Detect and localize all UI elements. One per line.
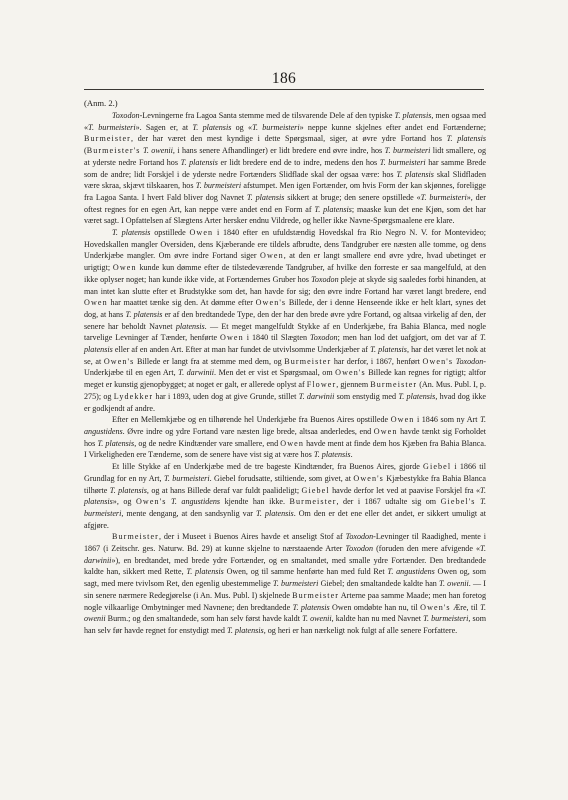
- note-label: (Anm. 2.): [84, 98, 118, 108]
- paragraph: Efter en Mellemkjæbe og en tilhørende hel Underkjæbe fra Buenos Aires opstillede Owen i 1846 som ny Art T. angustidens. Øvre indre og ydre Fortand vare næsten lige brede, altsaa anderledes, end Owen havde tænkt sig Forholdet hos T. platensis, og de nedre Kindtænder vare smallere, end Owen havde ment at finde dem hos Kjæben fra Bahia Blanca. I Virkeligheden ere Tænderne, som de senere have vist sig at være hos T. platensis.: [84, 415, 487, 460]
- paragraph: T. platensis opstillede Owen i 1840 efter en ufuldstændig Hovedskal fra Rio Negro N. V. for Montevideo; Hovedskallen mangler Oversiden, dens Kjæberande ere tildels afbrudte, dens Tandgruber ere næsten alle tomme, og dens Underkjæbe mangler. Om øvre indre Fortand siger Owen, at den er langt smallere end øvre ydre, hvad ubetinget er urigtigt; Owen kunde kun dømme efter de tilstedeværende Tandgruber, af hvilke den forreste er saa mangelfuld, at den ikke oplyser noget; han kunde ikke vide, at Fortændernes Gruber hos Toxodon pleje at skyde sig saaledes forbi hinanden, at man intet kan slutte efter et Brudstykke som det, han havde for sig; den øvre indre Fortand har været langt bredere, end Owen har maattet tænke sig den. At dømme efter Owen's Billede, der i denne Henseende ikke er helt klart, synes det dog, at hans T. platensis er af den bredtandede Type, den der har den brede øvre ydre Fortand, og altsaa virkelig af den, der senere har beholdt Navnet platensis. — Et meget mangelfuldt Stykke af en Underkjæbe, fra Bahia Blanca, med nogle tarvelige Levninger af Tænder, henførte Owen i 1840 til Slægten Toxodon; men han lod det uafgjort, om det var af T. platensis eller af en anden Art. Efter at man har fundet de utvivlsomme Underkjæber af T. platensis, har det været let nok at se, at Owen's Billede er langt fra at stemme med dem, og Burmeister har derfor, i 1867, henført Owen's Toxodon-Underkjæbe til en egen Art, T. darwinii. Men det er vist et Spørgsmaal, om Owen's Billede kan regnes for rigtigt; altfor meget er kunstig gjenopbygget; at noget er galt, er allerede oplyst af Flower, gjennem Burmeister (An. Mus. Publ. I, p. 275); og Lydekker har i 1893, uden dog at give Grunde, stillet T. darwinii som enstydig med T. platensis, hvad dog ikke er godkjendt af andre.: [84, 228, 487, 413]
- header-rule: [84, 89, 484, 90]
- paragraph: Burmeister, der i Museet i Buenos Aires havde et anseligt Stof af Toxodon-Levninger til Raadighed, mente i 1867 (i Zeitschr. ges. Naturw. Bd. 29) at kunne skjelne to nærstaaende Arter Toxodon (foruden den mere afvigende «T. darwinii»), en bredtandet, med brede ydre Fortænder, og en smaltandet, med smalle ydre Fortænder. Den bredtandede kaldte han, sikkert med Rette, T. platensis Owen, og til samme henførte han med fuld Ret T. angustidens Owen og, som sagt, med mere tvivlsom Ret, den egenlig ubestemmelige T. burmeisteri Giebel; den smaltandede kaldte han T. owenii. — I sin senere nærmere Redegjørelse (i An. Mus. Publ. I) skjelnede Burmeister Arterne paa samme Maade; men han foretog nogle vilkaarlige Ombytninger med Navnene; den bredtandede T. platensis Owen omdøbte han nu, til Owen's Ære, til T. owenii Burm.; og den smaltandede, som han selv først havde kaldt T. owenii, kaldte han nu med Navnet T. burmeisteri, som han selv før havde regnet for enstydigt med T. platensis, og heri er han nærkeligt nok fulgt af alle senere Forfattere.: [84, 532, 487, 635]
- body-text: [84, 110, 486, 637]
- paragraph: Toxodon-Levningerne fra Lagoa Santa stemme med de tilsvarende Dele af den typiske T. platensis, men ogsaa med «T. burmeisteri». Sagen er, at T. platensis og «T. burmeisteri» neppe kunne skjelnes efter andet end Fortænderne; Burmeister, der har været den mest kyndige i dette Spørgsmaal, siger, at øvre ydre Fortand hos T. platensis (Burmeister's T. owenii, i hans senere Afhandlinger) er lidt bredere end øvre indre, hos T. burmeisteri lidt smallere, og at yderste nedre Fortand hos T. platensis er lidt bredere end de to indre, medens den hos T. burmeisteri har samme Brede som de andre; lidt Forskjel i de yderste nedre Fortænders Slidflade skal der ogsaa være: hos T. platensis skal Slidfladen være skraa, skjævt tilskaaren, hos T. burmeisteri afstumpet. Men igen Fortænder, om hvis Form der kan skjønnes, foreligge fra Lagoa Santa. I hvert Fald bliver dog Navnet T. platensis sikkert at bruge; den senere opstillede «T. burmeisteri», der oftest regnes for en egen Art, kan neppe være andet end en Form af T. platensis; maaske kun det ene Kjøn, som det har været sagt. I Opfattelsen af Slægtens Arter hersker endnu Vildrede, og heller ikke Navne-Spørgsmaalene ere klare.: [84, 111, 487, 226]
- page-number: 186: [271, 70, 297, 87]
- paragraph: Et lille Stykke af en Underkjæbe med de tre bageste Kindtænder, fra Buenos Aires, gjorde Giebel i 1866 til Grundlag for en ny Art, T. burmeisteri. Giebel forudsatte, stiltiende, som givet, at Owen's Kjæbestykke fra Bahia Blanca tilhørte T. platensis, og at hans Billede deraf var fuldt paalideligt; Giebel havde derfor let ved at paavise Forskjel fra «T. platensis», og Owen's T. angustidens kjendte han ikke. Burmeister, der i 1867 udtalte sig om Giebel's T. burmeisteri, mente dengang, at den sandsynlig var T. platensis. Om den er det ene eller det andet, er sikkert umuligt at afgjøre.: [84, 462, 486, 530]
